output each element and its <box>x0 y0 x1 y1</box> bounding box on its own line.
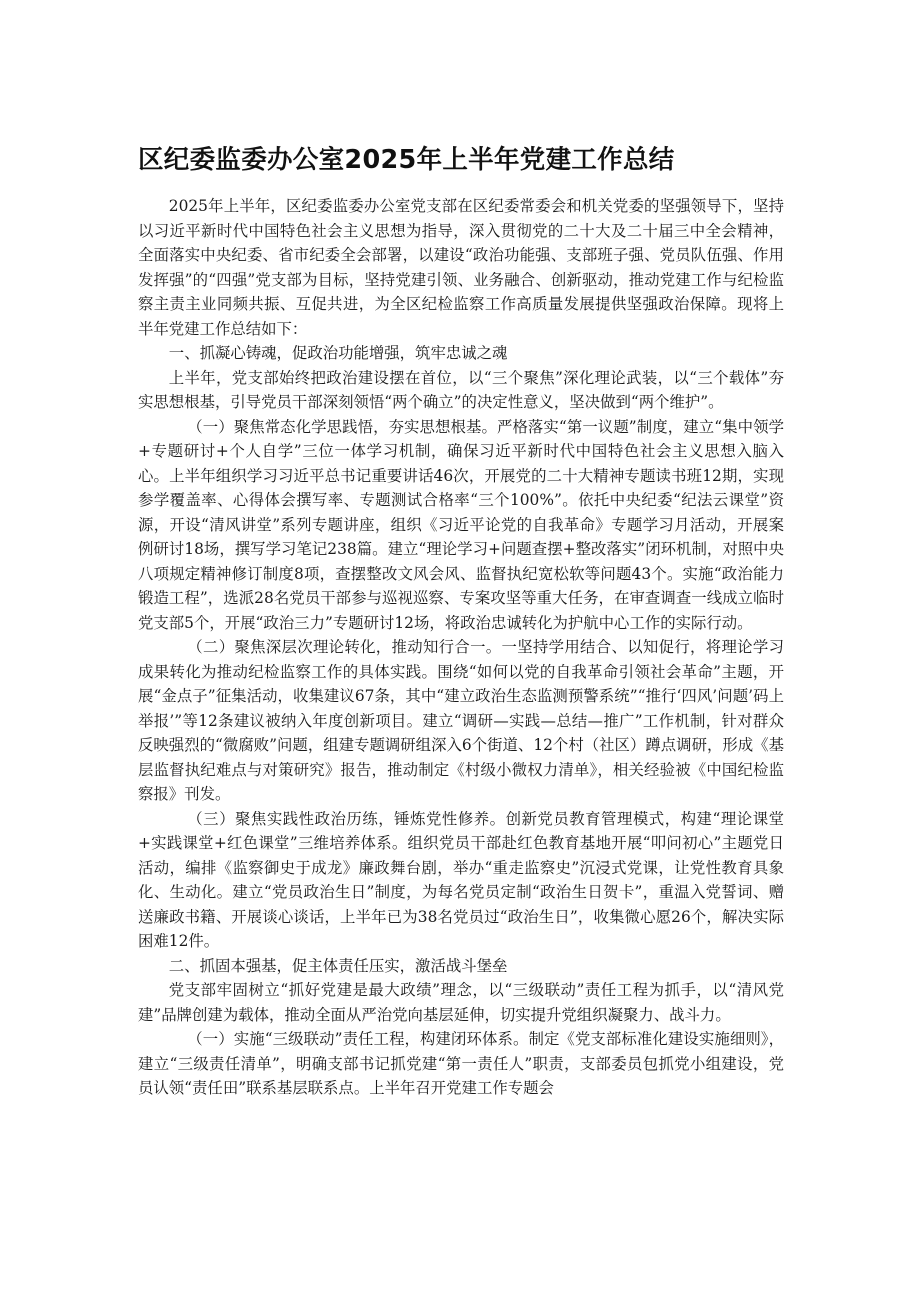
section-1-item-2: （二）聚焦深层次理论转化，推动知行合一。一坚持学用结合、以知促行，将理论学习成果转化为推动纪检监察工作的具体实践。围绕“如何以党的自我革命引领社会革命”主题，开展“金点子”征集活动，收集建议67条，其中“建立政治生态监测预警系统”“推行‘四风’问题’码上举报’”等12条建议被纳入年度创新项目。建立“调研—实践—总结—推广”工作机制，针对群众反映强烈的“微腐败”问题，组建专题调研组深入6个街道、12个村（社区）蹲点调研，形成《基层监督执纪难点与对策研究》报告，推动制定《村级小微权力清单》，相关经验被《中国纪检监察报》刊发。 <box>138 638 784 803</box>
section-1-heading: 一、抓凝心铸魂，促政治功能增强，筑牢忠诚之魂 <box>168 344 508 362</box>
section-2-heading: 二、抓固本强基，促主体责任压实，激活战斗堡垒 <box>168 956 508 975</box>
section-1-lead: 上半年，党支部始终把政治建设摆在首位，以“三个聚焦”深化理论武装，以“三个载体”夯实思想根基，引导党员干部深刻领悟“两个确立”的决定性意义，坚决做到“两个维护”。 <box>138 368 784 411</box>
section-2-lead: 党支部牢固树立“抓好党建是最大政绩”理念，以“三级联动”责任工程为抓手，以“清风党建”品牌创建为载体，推动全面从严治党向基层延伸，切实提升党组织凝聚力、战斗力。 <box>138 981 784 1024</box>
intro-paragraph: 2025年上半年，区纪委监委办公室党支部在区纪委常委会和机关党委的坚强领导下，坚持以习近平新时代中国特色社会主义思想为指导，深入贯彻党的二十大及二十届三中全会精神，全面落实中央纪委、省市纪委全会部署，以建设“政治功能强、支部班子强、党员队伍强、作用发挥强”的“四强”党支部为目标，坚持党建引领、业务融合、创新驱动，推动党建工作与纪检监察主责主业同频共振、互促共进，为全区纪检监察工作高质量发展提供坚强政治保障。现将上半年党建工作总结如下： <box>138 197 784 338</box>
section-1-item-1: （一）聚焦常态化学思践悟，夯实思想根基。严格落实“第一议题”制度，建立“集中领学+专题研讨+个人自学”三位一体学习机制，确保习近平新时代中国特色社会主义思想入脑入心。上半年组织学习习近平总书记重要讲话46次，开展党的二十大精神专题读书班12期，实现参学覆盖率、心得体会撰写率、专题测试合格率“三个100%”。依托中央纪委“纪法云课堂”资源，开设“清风讲堂”系列专题讲座，组织《习近平论党的自我革命》专题学习月活动，开展案例研讨18场，撰写学习笔记238篇。建立“理论学习+问题查摆+整改落实”闭环机制，对照中央八项规定精神修订制度8项，查摆整改文风会风、监督执纪宽松软等问题43个。实施“政治能力锻造工程”，选派28名党员干部参与巡视巡察、专案攻坚等重大任务，在审查调查一线成立临时党支部5个，开展“政治三力”专题研讨12场，将政治忠诚转化为护航中心工作的实际行动。 <box>138 417 784 632</box>
section-2-item-1: （一）实施“三级联动”责任工程，构建闭环体系。制定《党支部标准化建设实施细则》，建立“三级责任清单”，明确支部书记抓党建“第一责任人”职责，支部委员包抓党小组建设，党员认领“责任田”联系基层联系点。上半年召开党建工作专题会 <box>138 1030 784 1097</box>
section-1-item-3: （三）聚焦实践性政治历练，锤炼党性修养。创新党员教育管理模式，构建“理论课堂+实践课堂+红色课堂”三维培养体系。组织党员干部赴红色教育基地开展“叩问初心”主题党日活动，编排《监察御史于成龙》廉政舞台剧，举办“重走监察史”沉浸式党课，让党性教育具象化、生动化。建立“党员政治生日”制度，为每名党员定制“政治生日贺卡”，重温入党誓词、赠送廉政书籍、开展谈心谈话，上半年已为38名党员过“政治生日”，收集微心愿26个，解决实际困难12件。 <box>138 809 784 950</box>
document-title: 区纪委监委办公室2025年上半年党建工作总结 <box>138 145 675 175</box>
document-body <box>138 194 784 1101</box>
